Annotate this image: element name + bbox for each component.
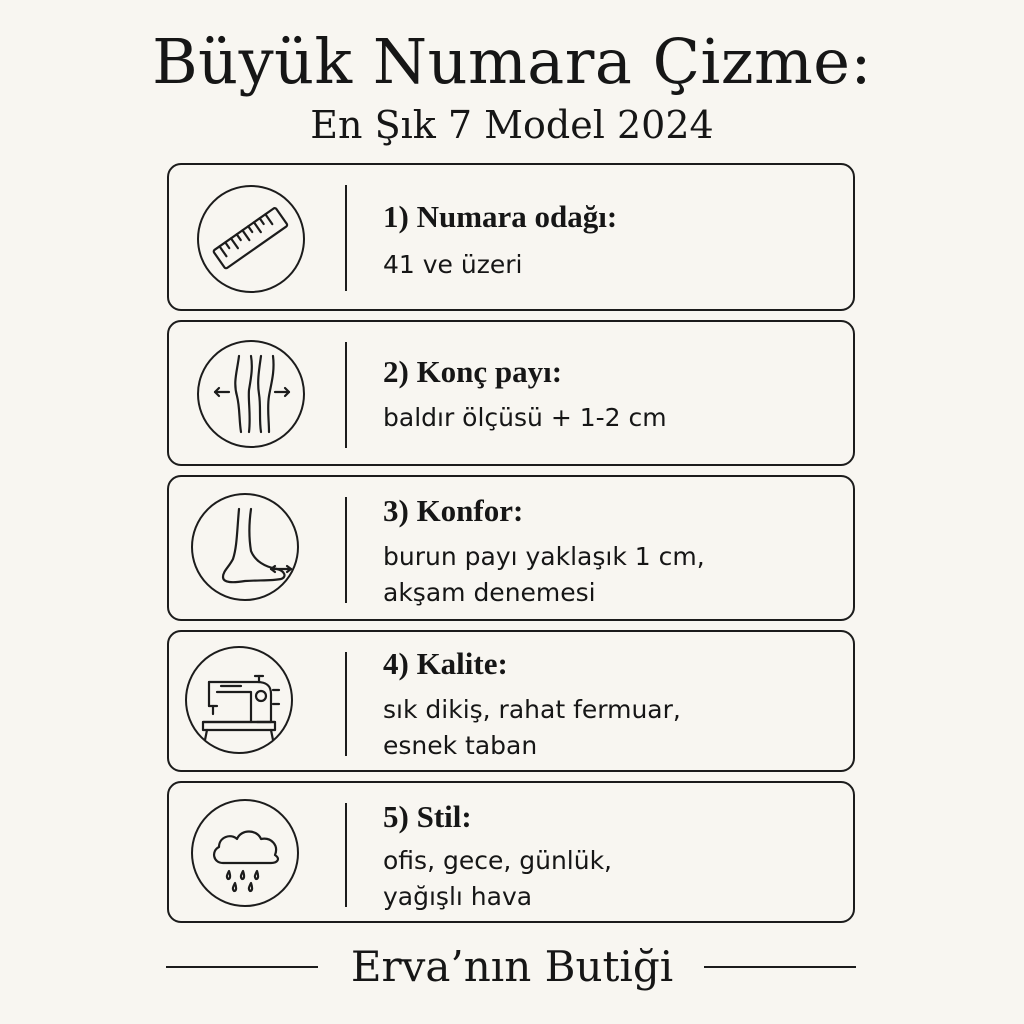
icon-circle xyxy=(197,340,305,448)
card-description: burun payı yaklaşık 1 cm, xyxy=(383,542,705,571)
brand-name: Erva’nın Butiği xyxy=(350,942,674,991)
footer-line-right xyxy=(704,966,856,968)
card-description: sık dikiş, rahat fermuar, xyxy=(383,695,681,724)
info-card-quality xyxy=(167,630,855,772)
page-subtitle: En Şık 7 Model 2024 xyxy=(310,103,714,147)
icon-circle xyxy=(197,185,305,293)
card-description: yağışlı hava xyxy=(383,882,533,911)
card-description: baldır ölçüsü + 1-2 cm xyxy=(383,403,667,432)
ruler-icon xyxy=(199,187,303,291)
card-title: 4) Kalite: xyxy=(383,646,508,681)
card-title: 5) Stil: xyxy=(383,799,472,834)
footer xyxy=(0,938,1024,998)
rain-cloud-icon xyxy=(193,801,297,905)
icon-circle xyxy=(191,799,299,907)
card-divider xyxy=(345,803,347,907)
info-card-size xyxy=(167,163,855,311)
info-card-shaft xyxy=(167,320,855,466)
sewing-machine-icon xyxy=(187,648,291,752)
card-divider xyxy=(345,652,347,756)
card-description: esnek taban xyxy=(383,731,538,760)
icon-circle xyxy=(191,493,299,601)
card-title: 2) Konç payı: xyxy=(383,354,563,389)
card-description: ofis, gece, günlük, xyxy=(383,846,613,875)
info-card-comfort xyxy=(167,475,855,621)
icon-circle xyxy=(185,646,293,754)
card-divider xyxy=(345,185,347,291)
info-card-style xyxy=(167,781,855,923)
page-title: Büyük Numara Çizme: xyxy=(152,25,872,98)
card-description: akşam denemesi xyxy=(383,578,596,607)
calf-measure-icon xyxy=(199,342,303,446)
card-title: 1) Numara odağı: xyxy=(383,199,618,234)
card-divider xyxy=(345,497,347,603)
card-description: 41 ve üzeri xyxy=(383,250,523,279)
card-divider xyxy=(345,342,347,448)
card-title: 3) Konfor: xyxy=(383,493,524,528)
foot-icon xyxy=(193,495,297,599)
